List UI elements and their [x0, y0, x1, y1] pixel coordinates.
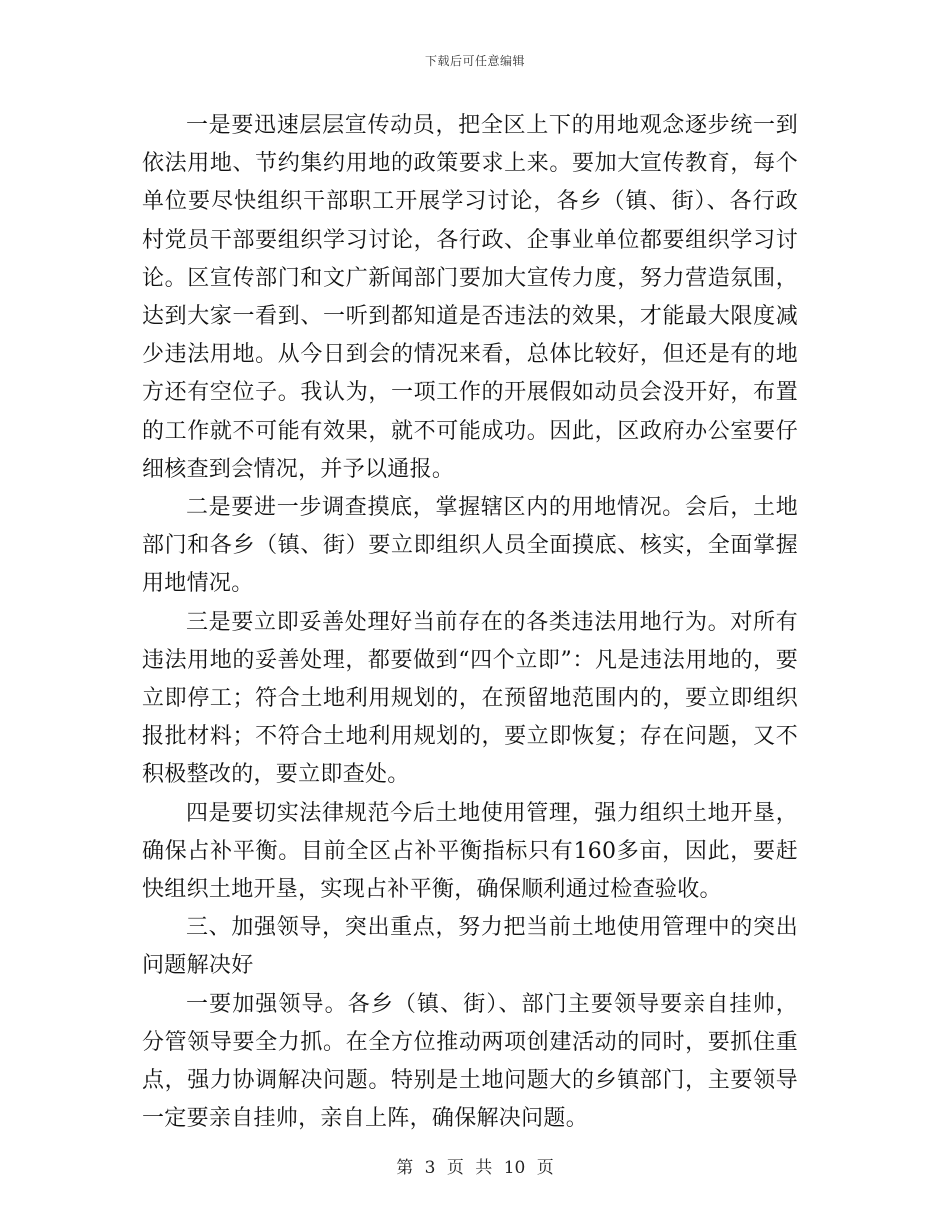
paragraph-1: 一是要迅速层层宣传动员，把全区上下的用地观念逐步统一到依法用地、节约集约用地的政策要求上来。要加大宣传教育，每个单位要尽快组织干部职工开展学习讨论，各乡（镇、街）、各行政村党员干部要组织学习讨论，各行政、企事业单位都要组织学习讨论。区宣传部门和文广新闻部门要加大宣传力度，努力营造氛围，达到大家一看到、一听到都知道是否违法的效果，才能最大限度减少违法用地。从今日到会的情况来看，总体比较好，但还是有的地方还有空位子。我认为，一项工作的开展假如动员会没开好，布置的工作就不可能有效果，就不可能成功。因此，区政府办公室要仔细核查到会情况，并予以通报。	[142, 113, 798, 482]
paragraph-4: 四是要切实法律规范今后土地使用管理，强力组织土地开垦，确保占补平衡。目前全区占补平衡指标只有160多亩，因此，要赶快组织土地开垦，实现占补平衡，确保顺利通过检查验收。	[142, 800, 798, 903]
section-heading: 三、加强领导，突出重点，努力把当前土地使用管理中的突出问题解决好	[142, 915, 798, 979]
paragraph-5: 一要加强领导。各乡（镇、街）、部门主要领导要亲自挂帅，分管领导要全力抓。在全方位推动两项创建活动的同时，要抓住重点，强力协调解决问题。特别是土地问题大的乡镇部门，主要领导一定要亲自挂帅，亲自上阵，确保解决问题。	[142, 991, 798, 1132]
page-header: 下载后可任意编辑	[424, 54, 525, 68]
paragraph-3: 三是要立即妥善处理好当前存在的各类违法用地行为。对所有违法用地的妥善处理，都要做到“四个立即”：凡是违法用地的，要立即停工；符合土地利用规划的，在预留地范围内的，要立即组织报批材料；不符合土地利用规划的，要立即恢复；存在问题，又不积极整改的，要立即查处。	[142, 609, 798, 788]
document-body	[142, 107, 798, 1138]
paragraph-2: 二是要进一步调查摸底，掌握辖区内的用地情况。会后，土地部门和各乡（镇、街）要立即组织人员全面摸底、核实，全面掌握用地情况。	[142, 495, 798, 597]
page-footer: 第 3 页 共 10 页	[396, 1158, 554, 1178]
